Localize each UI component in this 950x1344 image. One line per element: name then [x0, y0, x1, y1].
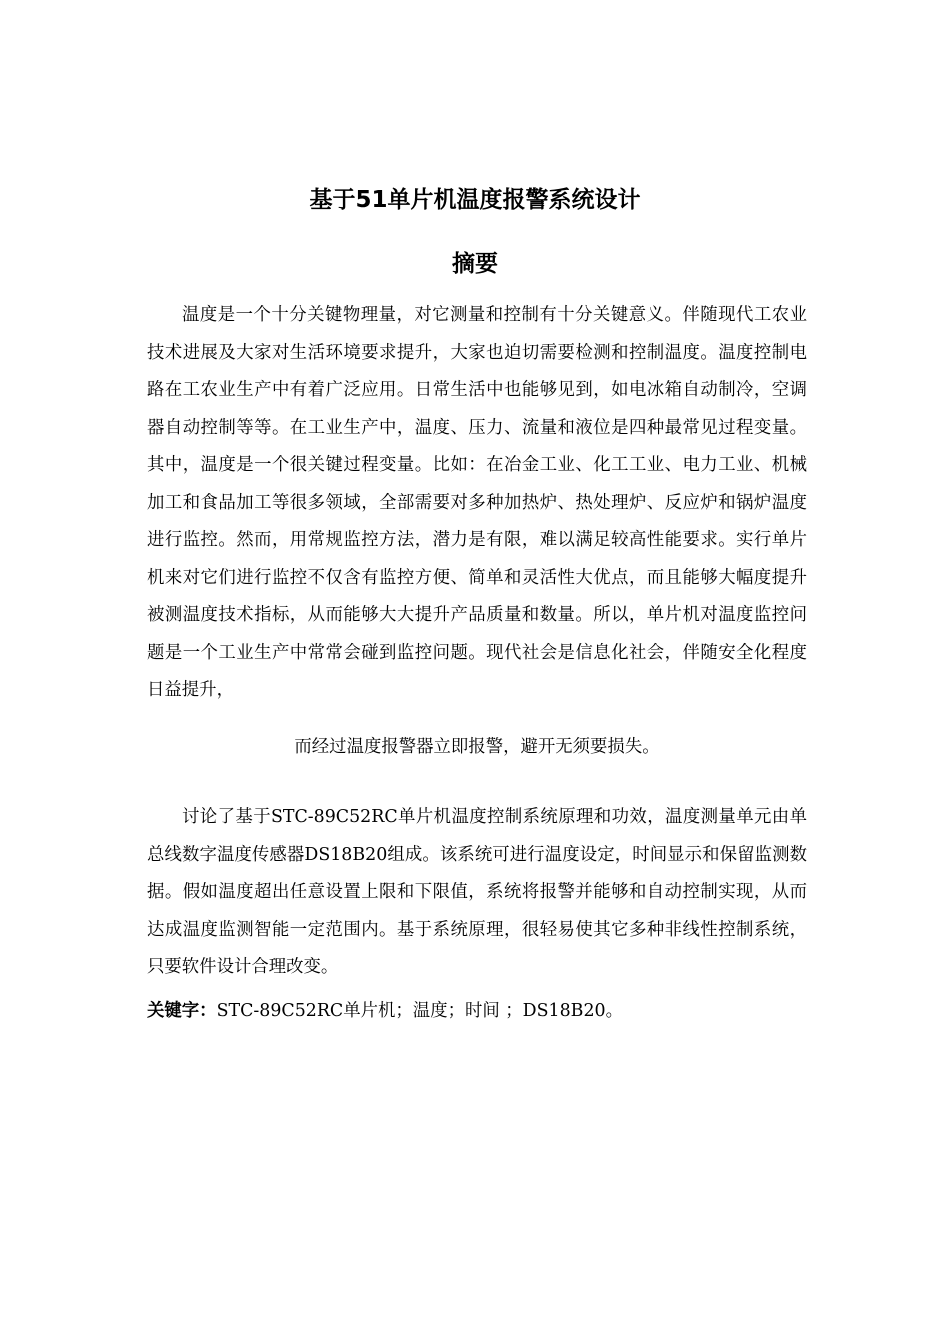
abstract-paragraph-2: 讨论了基于STC-89C52RC单片机温度控制系统原理和功效，温度测量单元由单总线数字温度传感器DS18B20组成。该系统可进行温度设定，时间显示和保留监测数据。假如温度超出任意设置上限和下限值，系统将报警并能够和自动控制实现，从而达成温度监测智能一定范围内。基于系统原理，很轻易使其它多种非线性控制系统，只要软件设计合理改变。 [147, 807, 807, 977]
abstract-paragraph-1-tail: 而经过温度报警器立即报警，避开无须要损失。 [294, 737, 660, 757]
keywords-line [147, 993, 807, 1031]
abstract-paragraph-1: 温度是一个十分关键物理量，对它测量和控制有十分关键意义。伴随现代工农业技术进展及大家对生活环境要求提升，大家也迫切需要检测和控制温度。温度控制电路在工农业生产中有着广泛应用。日常生活中也能够见到，如电冰箱自动制冷，空调器自动控制等等。在工业生产中，温度、压力、流量和液位是四种最常见过程变量。其中，温度是一个很关键过程变量。比如：在冶金工业、化工工业、电力工业、机械加工和食品加工等很多领域，全部需要对多种加热炉、热处理炉、反应炉和锅炉温度进行监控。然而，用常规监控方法，潜力是有限，难以满足较高性能要求。实行单片机来对它们进行监控不仅含有监控方便、简单和灵活性大优点，而且能够大幅度提升被测温度技术指标，从而能够大大提升产品质量和数量。所以，单片机对温度监控问题是一个工业生产中常常会碰到监控问题。现代社会是信息化社会，伴随安全化程度日益提升， [147, 305, 807, 700]
document-title: 基于51单片机温度报警系统设计 [309, 187, 641, 213]
abstract-heading: 摘要 [452, 251, 498, 277]
keywords-label: 关键字： [147, 1001, 217, 1021]
keywords-text: STC-89C52RC单片机；温度；时间 ；DS18B20。 [216, 1001, 623, 1021]
